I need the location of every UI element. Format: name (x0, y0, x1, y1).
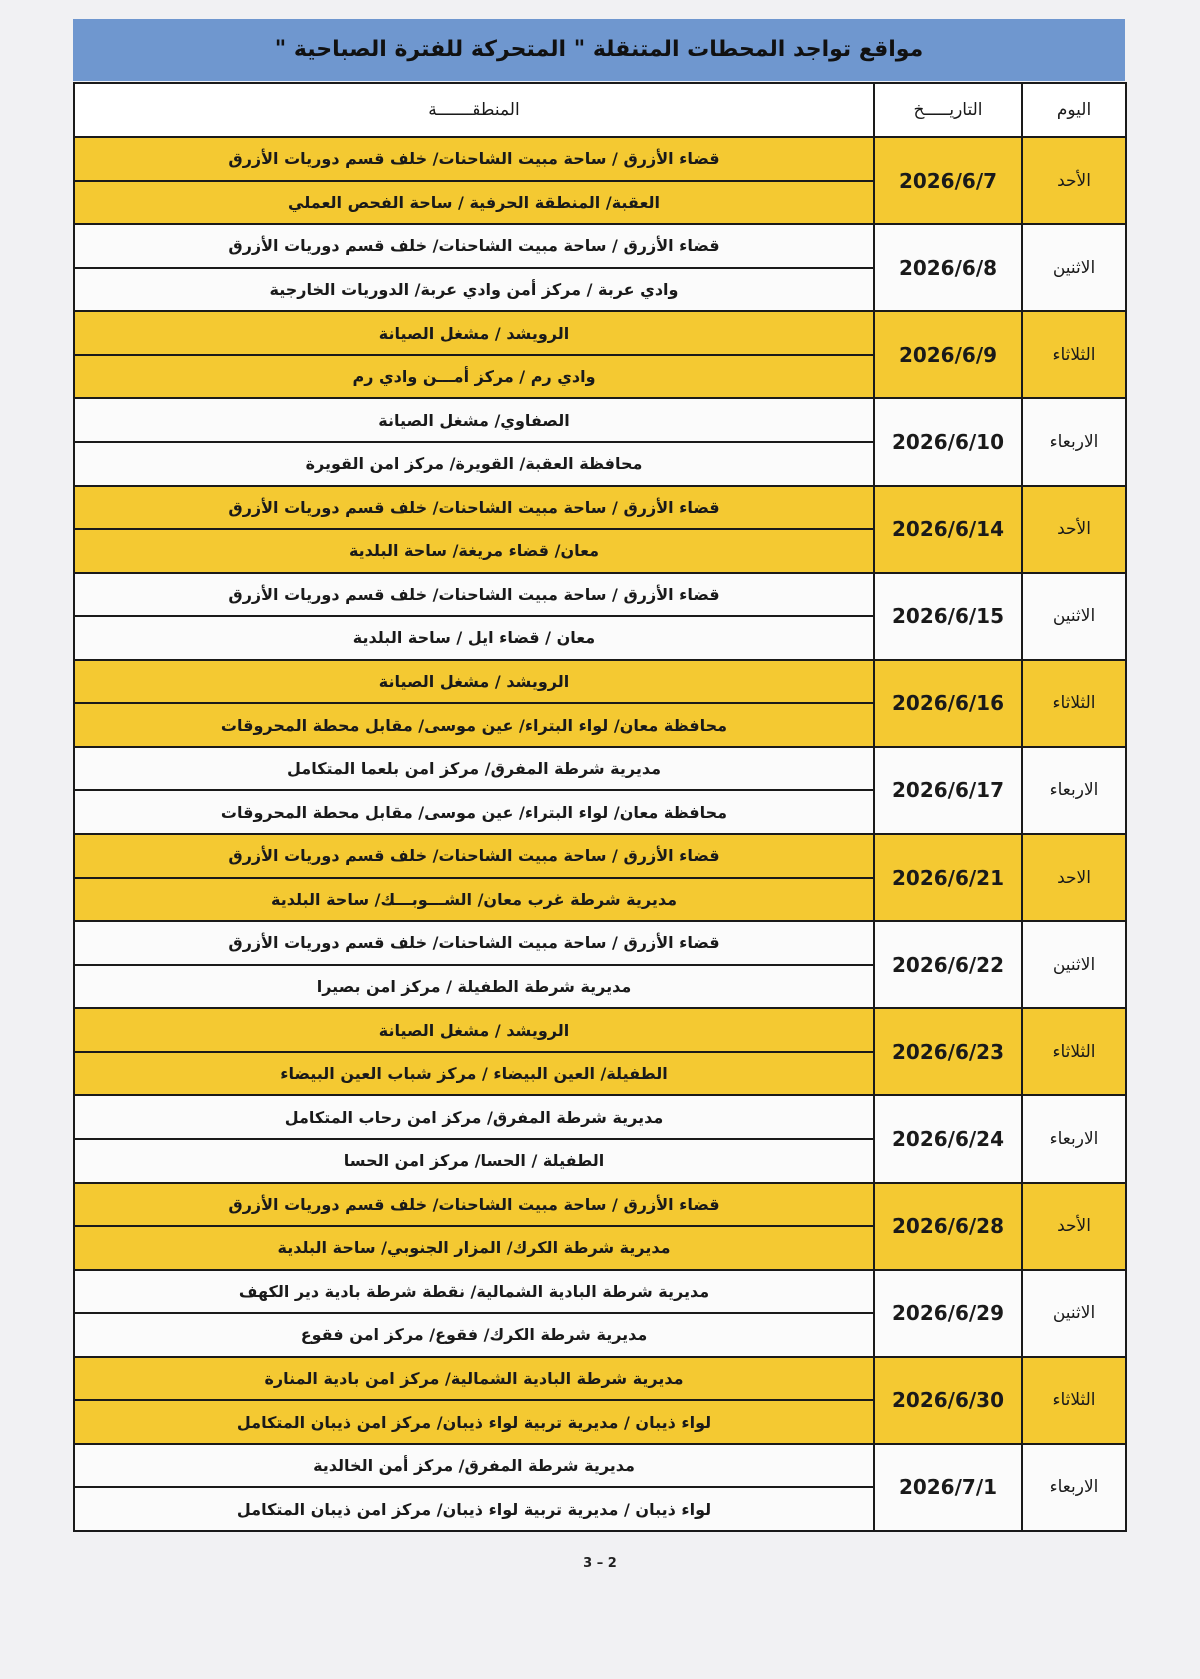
table-row (74, 573, 1126, 617)
area-cell: الرويشد / مشغل الصيانة (74, 1008, 874, 1052)
page-number: 3 – 2 (583, 1556, 617, 1571)
area-cell: معان/ قضاء مريغة/ ساحة البلدية (74, 529, 874, 573)
date-cell: 2026/6/9 (874, 311, 1022, 398)
date-cell: 2026/6/29 (874, 1270, 1022, 1357)
date-cell: 2026/6/14 (874, 486, 1022, 573)
area-cell: مديرية شرطة الطفيلة / مركز امن بصيرا (74, 965, 874, 1009)
day-cell: الأحد (1022, 137, 1126, 224)
day-cell: الثلاثاء (1022, 1008, 1126, 1095)
day-cell: الثلاثاء (1022, 311, 1126, 398)
area-cell: مديرية شرطة المفرق/ مركز امن رحاب المتكامل (74, 1095, 874, 1139)
area-cell: وادي رم / مركز أمـــن وادي رم (74, 355, 874, 399)
area-cell: الطفيلة / الحسا/ مركز امن الحسا (74, 1139, 874, 1183)
area-cell: قضاء الأزرق / ساحة مبيت الشاحنات/ خلف قسم دوريات الأزرق (74, 834, 874, 878)
day-cell: الاحد (1022, 834, 1126, 921)
area-cell: قضاء الأزرق / ساحة مبيت الشاحنات/ خلف قسم دوريات الأزرق (74, 921, 874, 965)
table-row (74, 1357, 1126, 1401)
date-cell: 2026/6/15 (874, 573, 1022, 660)
area-cell: مديرية شرطة الكرك/ فقوع/ مركز امن فقوع (74, 1313, 874, 1357)
date-cell: 2026/6/17 (874, 747, 1022, 834)
table-row (74, 1444, 1126, 1488)
table-row (74, 137, 1126, 181)
table-row (74, 486, 1126, 530)
area-cell: معان / قضاء ايل / ساحة البلدية (74, 616, 874, 660)
table-row (74, 311, 1126, 355)
day-cell: الاربعاء (1022, 1095, 1126, 1182)
header-day: اليوم (1022, 83, 1126, 137)
date-cell: 2026/7/1 (874, 1444, 1022, 1531)
schedule-table (73, 82, 1127, 1532)
area-cell: قضاء الأزرق / ساحة مبيت الشاحنات/ خلف قسم دوريات الأزرق (74, 224, 874, 268)
date-cell: 2026/6/24 (874, 1095, 1022, 1182)
area-cell: لواء ذيبان / مديرية تربية لواء ذيبان/ مركز امن ذيبان المتكامل (74, 1487, 874, 1531)
area-cell: قضاء الأزرق / ساحة مبيت الشاحنات/ خلف قسم دوريات الأزرق (74, 1183, 874, 1227)
area-cell: مديرية شرطة الكرك/ المزار الجنوبي/ ساحة البلدية (74, 1226, 874, 1270)
area-cell: قضاء الأزرق / ساحة مبيت الشاحنات/ خلف قسم دوريات الأزرق (74, 486, 874, 530)
date-cell: 2026/6/16 (874, 660, 1022, 747)
header-row (74, 83, 1126, 137)
area-cell: مديرية شرطة البادية الشمالية/ نقطة شرطة بادية دير الكهف (74, 1270, 874, 1314)
area-cell: الرويشد / مشغل الصيانة (74, 660, 874, 704)
table-row (74, 1095, 1126, 1139)
area-cell: مديرية شرطة المفرق/ مركز امن بلعما المتكامل (74, 747, 874, 791)
area-cell: مديرية شرطة غرب معان/ الشـــوبـــك/ ساحة البلدية (74, 878, 874, 922)
header-area: المنطقـــــــة (74, 83, 874, 137)
date-cell: 2026/6/7 (874, 137, 1022, 224)
area-cell: العقبة/ المنطقة الحرفية / ساحة الفحص العملي (74, 181, 874, 225)
table-row (74, 1008, 1126, 1052)
day-cell: الثلاثاء (1022, 660, 1126, 747)
area-cell: محافظة معان/ لواء البتراء/ عين موسى/ مقابل محطة المحروقات (74, 703, 874, 747)
date-cell: 2026/6/8 (874, 224, 1022, 311)
day-cell: الاثنين (1022, 573, 1126, 660)
area-cell: لواء ذيبان / مديرية تربية لواء ذيبان/ مركز امن ذيبان المتكامل (74, 1400, 874, 1444)
header-date: التاريـــــخ (874, 83, 1022, 137)
area-cell: قضاء الأزرق / ساحة مبيت الشاحنات/ خلف قسم دوريات الأزرق (74, 137, 874, 181)
day-cell: الاثنين (1022, 1270, 1126, 1357)
area-cell: وادي عربة / مركز أمن وادي عربة/ الدوريات الخارجية (74, 268, 874, 312)
day-cell: الأحد (1022, 486, 1126, 573)
schedule-body (74, 137, 1126, 1531)
day-cell: الأحد (1022, 1183, 1126, 1270)
area-cell: مديرية شرطة البادية الشمالية/ مركز امن بادية المنارة (74, 1357, 874, 1401)
table-row (74, 224, 1126, 268)
day-cell: الاربعاء (1022, 1444, 1126, 1531)
area-cell: الطفيلة/ العين البيضاء / مركز شباب العين البيضاء (74, 1052, 874, 1096)
table-row (74, 1270, 1126, 1314)
area-cell: قضاء الأزرق / ساحة مبيت الشاحنات/ خلف قسم دوريات الأزرق (74, 573, 874, 617)
title-bar (73, 19, 1125, 81)
day-cell: الاثنين (1022, 224, 1126, 311)
area-cell: الصفاوي/ مشغل الصيانة (74, 398, 874, 442)
table-row (74, 747, 1126, 791)
area-cell: مديرية شرطة المفرق/ مركز أمن الخالدية (74, 1444, 874, 1488)
table-row (74, 834, 1126, 878)
date-cell: 2026/6/23 (874, 1008, 1022, 1095)
area-cell: محافظة العقبة/ القويرة/ مركز امن القويرة (74, 442, 874, 486)
day-cell: الاربعاء (1022, 398, 1126, 485)
day-cell: الاربعاء (1022, 747, 1126, 834)
table-row (74, 398, 1126, 442)
day-cell: الثلاثاء (1022, 1357, 1126, 1444)
day-cell: الاثنين (1022, 921, 1126, 1008)
date-cell: 2026/6/21 (874, 834, 1022, 921)
date-cell: 2026/6/28 (874, 1183, 1022, 1270)
table-row (74, 660, 1126, 704)
date-cell: 2026/6/22 (874, 921, 1022, 1008)
date-cell: 2026/6/10 (874, 398, 1022, 485)
page-title: مواقع تواجد المحطات المتنقلة " المتحركة للفترة الصباحية " (274, 37, 924, 62)
area-cell: محافظة معان/ لواء البتراء/ عين موسى/ مقابل محطة المحروقات (74, 790, 874, 834)
table-row (74, 921, 1126, 965)
table-row (74, 1183, 1126, 1227)
date-cell: 2026/6/30 (874, 1357, 1022, 1444)
area-cell: الرويشد / مشغل الصيانة (74, 311, 874, 355)
